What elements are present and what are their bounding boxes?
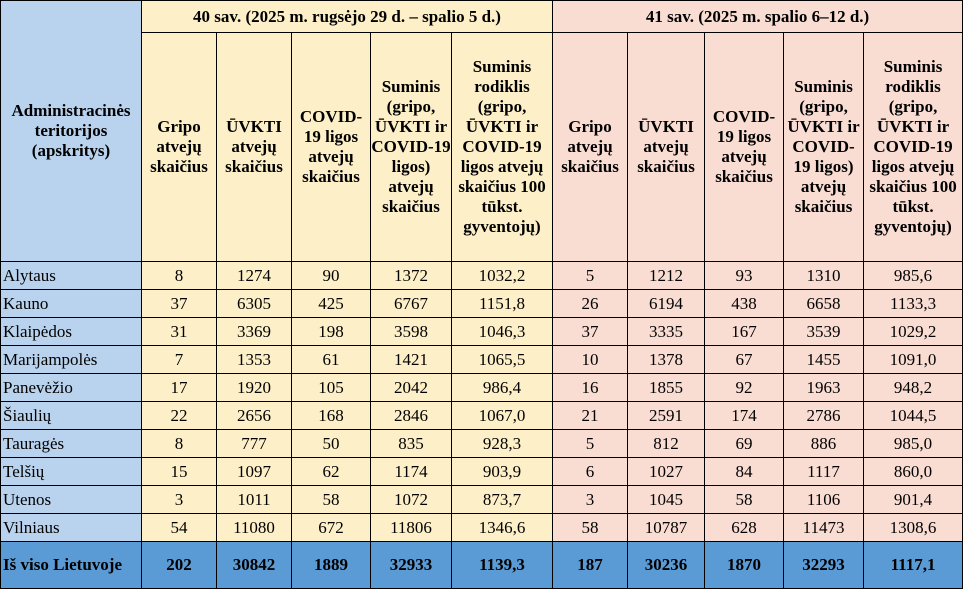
value-cell: 3598	[371, 318, 452, 346]
value-cell: 93	[705, 262, 784, 290]
value-cell: 50	[292, 430, 371, 458]
value-cell: 1032,2	[452, 262, 553, 290]
column-header: Gripo atvejų skaičius	[142, 33, 217, 262]
region-cell: Vilniaus	[1, 514, 142, 542]
region-cell: Marijampolės	[1, 346, 142, 374]
value-cell: 628	[705, 514, 784, 542]
value-cell: 860,0	[864, 458, 963, 486]
value-cell: 1046,3	[452, 318, 553, 346]
value-cell: 37	[553, 318, 628, 346]
value-cell: 1372	[371, 262, 452, 290]
value-cell: 1065,5	[452, 346, 553, 374]
total-value-cell: 1139,3	[452, 542, 553, 589]
value-cell: 672	[292, 514, 371, 542]
region-cell: Panevėžio	[1, 374, 142, 402]
value-cell: 6305	[217, 290, 292, 318]
value-cell: 1011	[217, 486, 292, 514]
value-cell: 168	[292, 402, 371, 430]
table-row	[1, 374, 963, 402]
value-cell: 10	[553, 346, 628, 374]
value-cell: 3	[553, 486, 628, 514]
column-header: Suminis (gripo, ŪVKTI ir COVID-19 ligos) atvejų skaičius	[371, 33, 452, 262]
value-cell: 1174	[371, 458, 452, 486]
total-value-cell: 1870	[705, 542, 784, 589]
table-row	[1, 262, 963, 290]
region-cell: Šiaulių	[1, 402, 142, 430]
value-cell: 1855	[628, 374, 705, 402]
column-header: Suminis (gripo, ŪVKTI ir COVID-19 ligos) atvejų skaičius	[784, 33, 864, 262]
value-cell: 11806	[371, 514, 452, 542]
value-cell: 90	[292, 262, 371, 290]
table-row	[1, 318, 963, 346]
table-body	[1, 262, 963, 589]
value-cell: 948,2	[864, 374, 963, 402]
table-row	[1, 486, 963, 514]
total-value-cell: 32293	[784, 542, 864, 589]
total-value-cell: 30236	[628, 542, 705, 589]
value-cell: 37	[142, 290, 217, 318]
column-header: COVID-19 ligos atvejų skaičius	[292, 33, 371, 262]
table-row	[1, 430, 963, 458]
value-cell: 6767	[371, 290, 452, 318]
value-cell: 7	[142, 346, 217, 374]
value-cell: 11080	[217, 514, 292, 542]
value-cell: 6194	[628, 290, 705, 318]
table-row	[1, 290, 963, 318]
value-cell: 58	[553, 514, 628, 542]
region-cell: Telšių	[1, 458, 142, 486]
value-cell: 22	[142, 402, 217, 430]
value-cell: 1920	[217, 374, 292, 402]
value-cell: 167	[705, 318, 784, 346]
value-cell: 835	[371, 430, 452, 458]
value-cell: 986,4	[452, 374, 553, 402]
region-cell: Klaipėdos	[1, 318, 142, 346]
value-cell: 10787	[628, 514, 705, 542]
value-cell: 1274	[217, 262, 292, 290]
table-row	[1, 402, 963, 430]
column-header: Suminis rodiklis (gripo, ŪVKTI ir COVID-19 ligos atvejų skaičius 100 tūkst. gyventojų)	[452, 33, 553, 262]
value-cell: 84	[705, 458, 784, 486]
value-cell: 31	[142, 318, 217, 346]
value-cell: 1045	[628, 486, 705, 514]
value-cell: 1106	[784, 486, 864, 514]
total-value-cell: 30842	[217, 542, 292, 589]
total-value-cell: 187	[553, 542, 628, 589]
value-cell: 1044,5	[864, 402, 963, 430]
value-cell: 15	[142, 458, 217, 486]
value-cell: 901,4	[864, 486, 963, 514]
value-cell: 61	[292, 346, 371, 374]
column-header: Suminis rodiklis (gripo, ŪVKTI ir COVID-19 ligos atvejų skaičius 100 tūkst. gyventojų)	[864, 33, 963, 262]
total-row	[1, 542, 963, 589]
value-cell: 16	[553, 374, 628, 402]
region-cell: Utenos	[1, 486, 142, 514]
value-cell: 2591	[628, 402, 705, 430]
value-cell: 54	[142, 514, 217, 542]
value-cell: 5	[553, 430, 628, 458]
total-value-cell: 202	[142, 542, 217, 589]
region-cell: Alytaus	[1, 262, 142, 290]
value-cell: 1029,2	[864, 318, 963, 346]
value-cell: 198	[292, 318, 371, 346]
table-row	[1, 514, 963, 542]
value-cell: 174	[705, 402, 784, 430]
value-cell: 1455	[784, 346, 864, 374]
table-row	[1, 346, 963, 374]
value-cell: 928,3	[452, 430, 553, 458]
total-value-cell: 1889	[292, 542, 371, 589]
value-cell: 2042	[371, 374, 452, 402]
value-cell: 6658	[784, 290, 864, 318]
total-value-cell: 1117,1	[864, 542, 963, 589]
value-cell: 3539	[784, 318, 864, 346]
total-label: Iš viso Lietuvoje	[1, 542, 142, 589]
total-value-cell: 32933	[371, 542, 452, 589]
value-cell: 2846	[371, 402, 452, 430]
value-cell: 1346,6	[452, 514, 553, 542]
value-cell: 1117	[784, 458, 864, 486]
value-cell: 1067,0	[452, 402, 553, 430]
value-cell: 1072	[371, 486, 452, 514]
value-cell: 69	[705, 430, 784, 458]
value-cell: 67	[705, 346, 784, 374]
value-cell: 1378	[628, 346, 705, 374]
value-cell: 1308,6	[864, 514, 963, 542]
value-cell: 58	[705, 486, 784, 514]
value-cell: 2786	[784, 402, 864, 430]
value-cell: 777	[217, 430, 292, 458]
value-cell: 1133,3	[864, 290, 963, 318]
value-cell: 886	[784, 430, 864, 458]
value-cell: 438	[705, 290, 784, 318]
column-header: Gripo atvejų skaičius	[553, 33, 628, 262]
week-41-header: 41 sav. (2025 m. spalio 6–12 d.)	[553, 1, 963, 33]
value-cell: 1091,0	[864, 346, 963, 374]
value-cell: 1151,8	[452, 290, 553, 318]
value-cell: 92	[705, 374, 784, 402]
value-cell: 3369	[217, 318, 292, 346]
column-header: ŪVKTI atvejų skaičius	[628, 33, 705, 262]
value-cell: 1097	[217, 458, 292, 486]
value-cell: 26	[553, 290, 628, 318]
table-row	[1, 458, 963, 486]
value-cell: 62	[292, 458, 371, 486]
value-cell: 58	[292, 486, 371, 514]
region-cell: Kauno	[1, 290, 142, 318]
value-cell: 873,7	[452, 486, 553, 514]
value-cell: 5	[553, 262, 628, 290]
corner-header: Administracinės teritorijos (apskritys)	[1, 1, 142, 262]
value-cell: 8	[142, 430, 217, 458]
value-cell: 8	[142, 262, 217, 290]
value-cell: 1212	[628, 262, 705, 290]
value-cell: 985,6	[864, 262, 963, 290]
column-header: ŪVKTI atvejų skaičius	[217, 33, 292, 262]
value-cell: 105	[292, 374, 371, 402]
value-cell: 1353	[217, 346, 292, 374]
value-cell: 985,0	[864, 430, 963, 458]
value-cell: 1963	[784, 374, 864, 402]
value-cell: 1027	[628, 458, 705, 486]
value-cell: 1421	[371, 346, 452, 374]
value-cell: 11473	[784, 514, 864, 542]
value-cell: 425	[292, 290, 371, 318]
value-cell: 812	[628, 430, 705, 458]
week-40-header: 40 sav. (2025 m. rugsėjo 29 d. – spalio 5 d.)	[142, 1, 553, 33]
value-cell: 3335	[628, 318, 705, 346]
value-cell: 2656	[217, 402, 292, 430]
value-cell: 21	[553, 402, 628, 430]
value-cell: 17	[142, 374, 217, 402]
value-cell: 3	[142, 486, 217, 514]
value-cell: 1310	[784, 262, 864, 290]
region-cell: Tauragės	[1, 430, 142, 458]
value-cell: 6	[553, 458, 628, 486]
column-header: COVID-19 ligos atvejų skaičius	[705, 33, 784, 262]
value-cell: 903,9	[452, 458, 553, 486]
